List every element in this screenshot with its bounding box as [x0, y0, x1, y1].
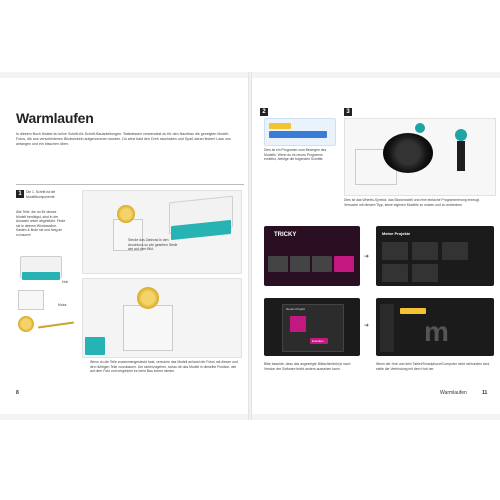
step-2-text: Dies ist ein Programm zum Bewegen des Modells. Wenn du es neues Programm erstellst, befolge die folgenden Schritte:	[264, 148, 327, 162]
caption-bottom-left: Bitte beachte, dass das angezeigte Bildschirmbild je nach Version der Software leicht anders aussehen kann.	[264, 362, 351, 371]
section-divider	[16, 184, 244, 185]
hub-label: Hub	[62, 280, 69, 284]
right-page-number: 11	[482, 390, 488, 396]
app-label-tricky: TRICKY	[274, 232, 297, 238]
arrow-icon: ➜	[364, 323, 370, 329]
projects-heading: Meine Projekte	[382, 231, 411, 236]
step-3-number: 3	[344, 108, 352, 116]
gear-part-image	[18, 316, 34, 332]
motor-label: Motor	[58, 303, 67, 307]
axle-part-image	[38, 322, 74, 329]
app-screenshot-editor: m	[376, 298, 494, 356]
caption-bottom-right: Wenn der Hub und dein Tablet/Smartphone/Computer nicht verbunden sind, stelle die Verbindung mit dem Hub her.	[376, 362, 491, 371]
step-1-text: Alle Teile, die du für dieses Modell benötigst, sind in der Auswahl unten abgebildet. Finde sie in deinem Windowsline-Kasten & finde sie und fang an zu bauen!	[16, 210, 66, 237]
step-3-text: Dies ist das Wheels-Symbol, das Blockmodell und eine einfache Programmierung erzeugt. Versuche mit diesem Tipp, keine eigenen Modelle zu nutzen und zu entdecken.	[344, 198, 480, 207]
step-2-number: 2	[260, 108, 268, 116]
right-page	[252, 78, 500, 414]
arrow-icon: ➜	[364, 254, 370, 260]
photo-1-caption: Stecke das Zahnrad in den Anschluss so wie gesehen Stelle wie auf dem Bild.	[128, 238, 178, 252]
code-block-screenshot	[264, 118, 336, 146]
create-button[interactable]: Erstellen	[310, 338, 328, 344]
app-screenshot-home	[264, 226, 360, 286]
step-1-number: 1	[16, 190, 24, 198]
app-screenshot-new-project	[264, 298, 360, 356]
photo-assembly-1	[82, 190, 242, 274]
running-footer: Warmlaufen	[440, 390, 467, 396]
hub-part-base	[22, 272, 60, 280]
left-page-number: 8	[16, 390, 19, 396]
left-page	[0, 78, 248, 414]
motor-part-image	[18, 290, 44, 310]
intro-paragraph: In diesem Buch findest du keine Schritt-für-Schritt-Bauanleitungen. Stattdessen verwendest du für den Nachbau die gezeigten Modell-Fotos, die aus verschiedenen Blickwinkeln aufgenommen wurden. Du wirst bald den Dreh raushaben und Spaß daran finden! Lass uns anfangen und ein bisschen üben.	[16, 132, 231, 147]
photo-assembly-2	[82, 278, 242, 358]
dialog-title: Neues Projekt	[286, 307, 305, 311]
step-1-title: Die 1. Schritt ist die Modellkomponente	[26, 190, 56, 199]
photo-2-caption: Wenn du die Teile zusammengesteckt hast, versuche das Modell anhand der Fotos mit diesen und den richtigen Teile vorzubauen. Um sicherzugehen, schau dir das Modell in dieselbe Position, wie auf dem Foto und vergleiche es beim Bau immer wieder.	[90, 360, 238, 374]
photo-motor-gear	[344, 118, 496, 196]
app-screenshot-projects	[376, 226, 494, 286]
page-title: Warmlaufen	[16, 110, 94, 126]
